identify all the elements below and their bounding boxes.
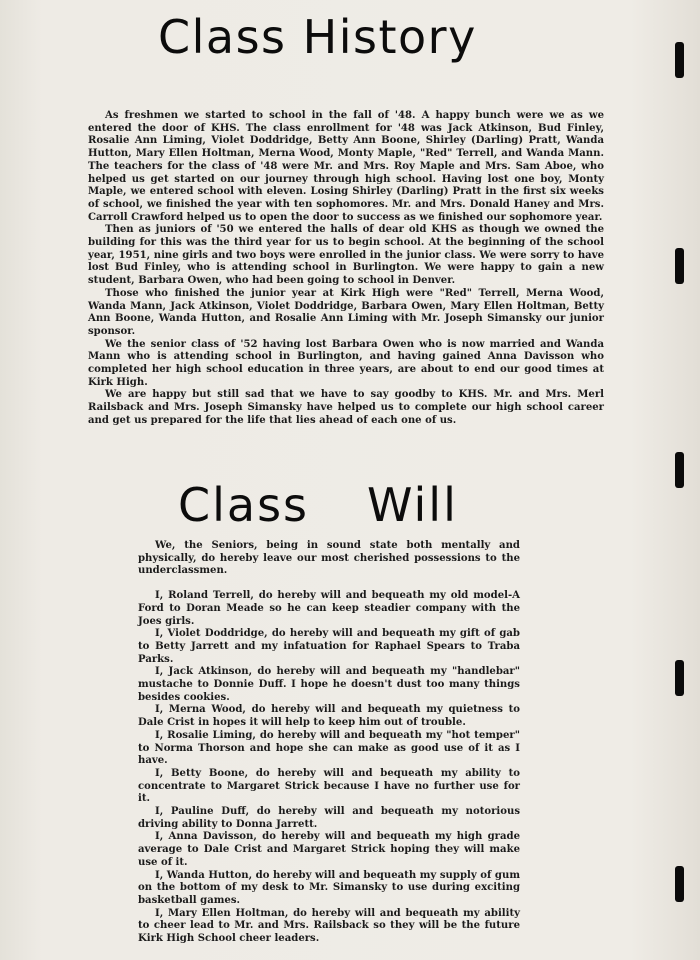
will-bequest: I, Merna Wood, do hereby will and bequeath my quietness to Dale Crist in hopes it will help to keep him out of trouble. [138, 704, 520, 729]
class-will-title-word2: Will [367, 478, 458, 532]
will-bequest: I, Jack Atkinson, do hereby will and bequeath my "handlebar" mustache to Donnie Duff. I hope he doesn't dust too many things besides cookies. [138, 666, 520, 703]
will-bequest: I, Anna Davisson, do hereby will and bequeath my high grade average to Dale Crist and Margaret Strick hoping they will make use of it. [138, 831, 520, 868]
will-intro: We, the Seniors, being in sound state both mentally and physically, do hereby leave our most cherished possessions to the underclassmen. [138, 540, 520, 577]
binder-hole-mark [675, 42, 684, 78]
will-bequest: I, Wanda Hutton, do hereby will and bequeath my supply of gum on the bottom of my desk to Mr. Simansky to use during exciting basketball games. [138, 869, 520, 906]
binder-hole-mark [675, 452, 684, 488]
will-bequest: I, Violet Doddridge, do hereby will and bequeath my gift of gab to Betty Jarrett and my infatuation for Raphael Spears to Traba Parks. [138, 628, 520, 665]
binder-hole-mark [675, 660, 684, 696]
class-will-title-word1: Class [178, 478, 310, 532]
history-paragraph: We are happy but still sad that we have to say goodby to KHS. Mr. and Mrs. Merl Railsback and Mrs. Joseph Simansky have helped us to complete our high school career and get us prepared for the life that lies ahead of each one of us. [88, 389, 604, 426]
history-paragraph: Then as juniors of '50 we entered the halls of dear old KHS as though we owned the building for this was the third year for us to begin school. At the beginning of the school year, 1951, nine girls and two boys were enrolled in the junior class. We were sorry to have lost Bud Finley, who is attending school in Burlington. We were happy to gain a new student, Barbara Owen, who had been going to school in Denver. [88, 224, 604, 287]
will-bequest: I, Betty Boone, do hereby will and bequeath my ability to concentrate to Margaret Strick because I have no further use for it. [138, 767, 520, 805]
will-bequest: I, Rosalie Liming, do hereby will and bequeath my "hot temper" to Norma Thorson and hope she can make as good use of it as I have. [138, 729, 520, 767]
will-bequest: I, Roland Terrell, do hereby will and bequeath my old model-A Ford to Doran Meade so he can keep steadier company with the Joes girls. [138, 590, 520, 627]
class-will-body [138, 540, 520, 946]
history-paragraph: As freshmen we started to school in the fall of '48. A happy bunch were we as we entered the door of KHS. The class enrollment for '48 was Jack Atkinson, Bud Finley, Rosalie Ann Liming, Violet Doddridge, Betty Ann Boone, Shirley (Darling) Pratt, Wanda Hutton, Mary Ellen Holtman, Merna Wood, Monty Maple, "Red" Terrell, and Wanda Mann. The teachers for the class of '48 were Mr. and Mrs. Roy Maple and Mrs. Sam Aboe, who helped us get started on our journey through high school. Having lost one boy, Monty Maple, we entered school with eleven. Losing Shirley (Darling) Pratt in the first six weeks of school, we finished the year with ten sophomores. Mr. and Mrs. Donald Haney and Mrs. Carroll Crawford helped us to open the door to success as we finished our sophomore year. [88, 110, 604, 223]
will-bequest: I, Mary Ellen Holtman, do hereby will and bequeath my ability to cheer lead to Mr. and Mrs. Railsback so they will be the future Kirk High School cheer leaders. [138, 907, 520, 945]
class-history-title: Class History [158, 10, 477, 64]
binder-hole-mark [675, 866, 684, 902]
history-paragraph: Those who finished the junior year at Kirk High were "Red" Terrell, Merna Wood, Wanda Mann, Jack Atkinson, Violet Doddridge, Barbara Owen, Mary Ellen Holtman, Betty Ann Boone, Wanda Hutton, and Rosalie Ann Liming with Mr. Joseph Simansky our junior sponsor. [88, 287, 604, 337]
class-will-title [178, 478, 458, 532]
will-bequest: I, Pauline Duff, do hereby will and bequeath my notorious driving ability to Donna Jarrett. [138, 806, 520, 830]
class-history-body [88, 110, 604, 428]
binder-hole-mark [675, 248, 684, 284]
history-paragraph: We the senior class of '52 having lost Barbara Owen who is now married and Wanda Mann who is attending school in Burlington, and having gained Anna Davisson who completed her high school education in three years, are about to end our good times at Kirk High. [88, 338, 604, 388]
